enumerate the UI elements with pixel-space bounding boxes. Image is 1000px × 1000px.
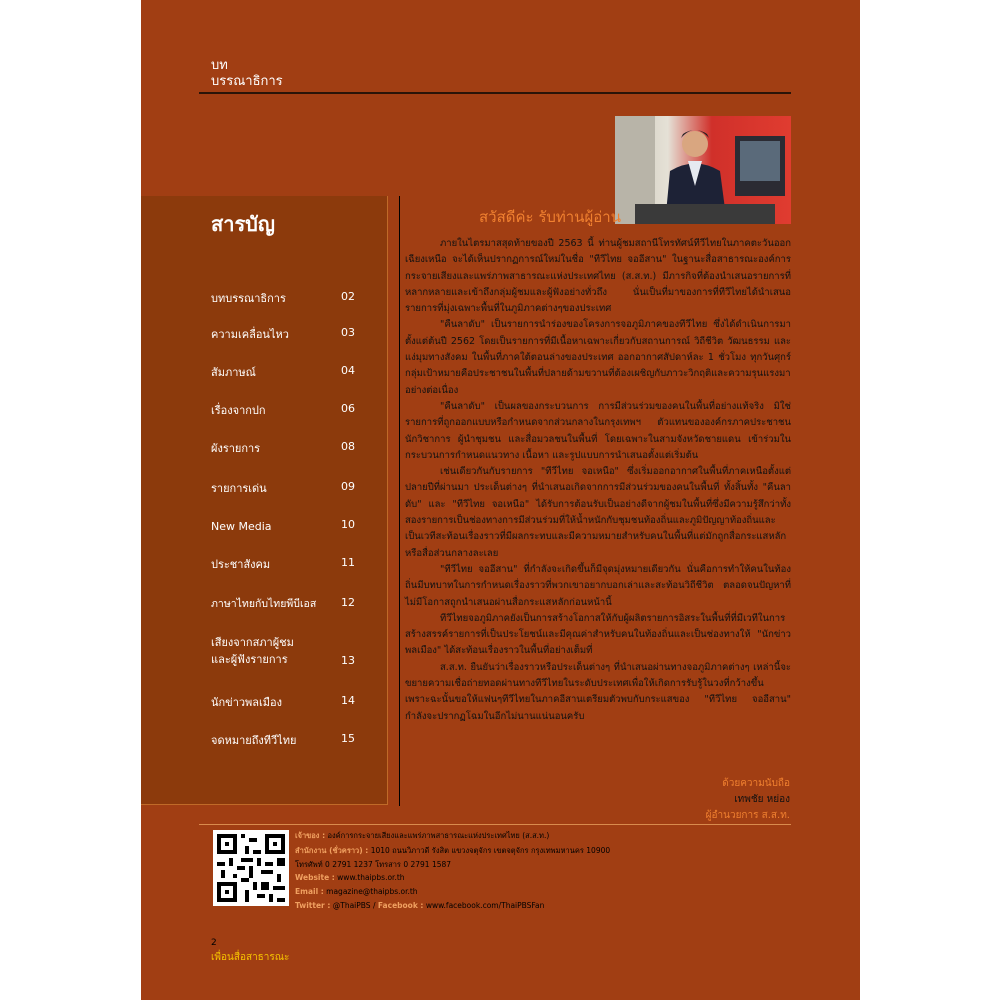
twitter-label: Twitter : bbox=[295, 901, 331, 910]
paragraph: ส.ส.ท. ยืนยันว่าเรื่องราวหรือประเด็นต่างๆ ที่นำเสนอผ่านทางจอภูมิภาคต่างๆ เหล่านี้จะขยายความเชื่อถ่ายทอดผ่านทางทีวีไทยในระดับประเทศเพื่อให้เกิดการรับรู้ในวงที่กว้างขึ้น เพราะฉะนั้นขอให้แฟนๆทีวีไทยในภาคอีสานเตรียมตัวพบกับกระแสของ "ทีวีไทย จออีสาน" กำลังจะปรากฏโฉมในอีกไม่นานแน่นอนครับ bbox=[405, 661, 791, 722]
paragraph: ทีวีไทยจอภูมิภาคยังเป็นการสร้างโอกาสให้กับผู้ผลิตรายการอิสระในพื้นที่ที่มีเวทีในการสร้างสรรค์รายการที่เป็นประโยชน์และมีคุณค่าสำหรับคนในท้องถิ่นและเป็นช่องทางให้ "นักข่าวพลเมือง" ได้สะท้อนเรื่องราวในพื้นที่อย่างเต็มที่ bbox=[405, 612, 791, 657]
website-link[interactable]: www.thaipbs.or.th bbox=[337, 873, 405, 882]
footer-email[interactable] bbox=[295, 887, 418, 896]
owner-label: เจ้าของ : bbox=[295, 831, 326, 840]
paragraph: "ทีวีไทย จออีสาน" ที่กำลังจะเกิดขึ้นก็มีจุดมุ่งหมายเดียวกัน นั่นคือการทำให้คนในท้องถิ่นมีบทบาทในการกำหนดเรื่องราวที่พวกเขาอยากบอกเล่าและสะท้อนวิถีชีวิต ตลอดจนปัญหาที่ไม่มีโอกาสถูกนำเสนอผ่านสื่อกระแสหลักก่อนหน้านี้ bbox=[405, 563, 791, 608]
table-of-contents bbox=[141, 196, 388, 805]
toc-item-page: 06 bbox=[341, 402, 355, 415]
toc-item-page: 11 bbox=[341, 556, 355, 569]
toc-item-page: 03 bbox=[341, 326, 355, 339]
twitter-link[interactable]: @ThaiPBS bbox=[332, 901, 371, 910]
qr-code-icon bbox=[213, 830, 289, 906]
separator: / bbox=[372, 901, 376, 910]
facebook-label: Facebook : bbox=[377, 901, 424, 910]
magazine-page bbox=[141, 0, 860, 1000]
toc-item-label: เสียงจากสภาผู้ชม และผู้ฟังรายการ bbox=[211, 636, 294, 666]
toc-item-label: บทบรรณาธิการ bbox=[211, 292, 286, 305]
magazine-name: เพื่อนสื่อสาธารณะ bbox=[211, 952, 290, 963]
header-line-1: บท bbox=[211, 58, 228, 73]
toc-item-label: ประชาสังคม bbox=[211, 558, 271, 571]
toc-item-label: ความเคลื่อนไหว bbox=[211, 328, 289, 341]
signer-title: ผู้อำนวยการ ส.ส.ท. bbox=[705, 810, 790, 821]
facebook-link[interactable]: www.facebook.com/ThaiPBSFan bbox=[425, 901, 545, 910]
editorial-body bbox=[405, 236, 791, 725]
paragraph: เช่นเดียวกันกับรายการ "ทีวีไทย จอเหนือ" ซึ่งเริ่มออกอากาศในพื้นที่ภาคเหนือตั้งแต่ปลายปีที่ผ่านมา ประเด็นต่างๆ ที่นำเสนอเกิดจากการมีส่วนร่วมของคนในพื้นที่ ทั้งสิ้นทั้ง "คืนลาดับ" และ "ทีวีไทย จอเหนือ" ได้รับการต้อนรับเป็นอย่างดีจากผู้ชมในพื้นที่ซึ่งมีความรู้สึกว่าทั้งสองรายการเป็นช่องทางการมีส่วนร่วมที่ให้น้ำหนักกับชุมชนท้องถิ่นและภูมิปัญญาท้องถิ่นและเป็นเวทีสะท้อนเรื่องราวที่มีผลกระทบและมีความหมายสำหรับคนในพื้นที่แต่มักถูกสื่อกระแสหลักหรือสื่อส่วนกลางละเลย bbox=[405, 466, 791, 559]
page-number: 2 bbox=[211, 938, 217, 948]
toc-item-page: 04 bbox=[341, 364, 355, 377]
footer-website[interactable] bbox=[295, 873, 405, 882]
toc-item-page: 08 bbox=[341, 440, 355, 453]
header-rule bbox=[199, 92, 791, 94]
toc-item-page: 15 bbox=[341, 732, 355, 745]
toc-item-label: สัมภาษณ์ bbox=[211, 366, 256, 379]
paragraph: "คืนลาดับ" เป็นผลของกระบวนการ การมีส่วนร่วมของคนในพื้นที่อย่างแท้จริง มิใช่รายการที่ถูกออกแบบหรือกำหนดจากส่วนกลางในกรุงเทพฯ ตัวแทนขององค์กรภาคประชาชน นักวิชาการ ผู้นำชุมชน และสื่อมวลชนในพื้นที่ โดยเฉพาะในสามจังหวัดชายแดน เข้าร่วมในกระบวนการกำหนดแนวทาง เนื้อหา และรูปแบบการนำเสนอตั้งแต่เริ่มต้น bbox=[405, 400, 791, 461]
footer-rule bbox=[199, 824, 791, 825]
header-line-2: บรรณาธิการ bbox=[211, 74, 283, 89]
toc-item-label: จดหมายถึงทีวีไทย bbox=[211, 734, 297, 747]
office-value: 1010 ถนนวิภาวดี รังสิต แขวงจตุจักร เขตจตุจักร กรุงเทพมหานคร 10900 bbox=[370, 846, 611, 855]
owner-value: องค์การกระจายเสียงและแพร่ภาพสาธารณะแห่งประเทศไทย (ส.ส.ท.) bbox=[327, 831, 550, 840]
signer-name: เทพชัย หย่อง bbox=[734, 794, 790, 805]
toc-item-label: ผังรายการ bbox=[211, 442, 261, 455]
footer-phone: โทรศัพท์ 0 2791 1237 โทรสาร 0 2791 1587 bbox=[295, 860, 452, 869]
footer-office bbox=[295, 845, 610, 857]
toc-item-label: นักข่าวพลเมือง bbox=[211, 696, 283, 709]
email-link[interactable]: magazine@thaipbs.or.th bbox=[326, 887, 418, 896]
toc-item-label: ภาษาไทยกับไทยพีบีเอส bbox=[211, 598, 317, 610]
toc-item-label: รายการเด่น bbox=[211, 482, 267, 495]
toc-item-page: 13 bbox=[341, 654, 355, 667]
toc-item-page: 02 bbox=[341, 290, 355, 303]
greeting: สวัสดีค่ะ รับท่านผู้อ่าน bbox=[479, 208, 621, 226]
toc-item-page: 14 bbox=[341, 694, 355, 707]
paragraph: "คืนลาดับ" เป็นรายการนำร่องของโครงการจอภูมิภาคของทีวีไทย ซึ่งได้ดำเนินการมาตั้งแต่ต้นปี 2562 โดยเป็นรายการที่มีเนื้อหาเฉพาะเกี่ยวกับสถานการณ์ วิถีชีวิต วัฒนธรรม และแง่มุมทางสังคม ในพื้นที่ภาคใต้ตอนล่างของประเทศ ออกอากาศสัปดาห์ละ 1 ชั่วโมง ทุกวันศุกร์ กลุ่มเป้าหมายคือประชาชนในพื้นที่ปลายด้ามขวานที่ต้องเผชิญกับภาวะวิกฤติและความรุนแรงมาอย่างต่อเนื่อง bbox=[405, 319, 791, 396]
editor-portrait-photo bbox=[615, 116, 791, 224]
toc-item-label: เรื่องจากปก bbox=[211, 404, 266, 417]
email-label: Email : bbox=[295, 887, 324, 896]
toc-item-page: 10 bbox=[341, 518, 355, 531]
paragraph: ภายในไตรมาสสุดท้ายของปี 2563 นี้ ท่านผู้ชมสถานีโทรทัศน์ทีวีไทยในภาคตะวันออกเฉียงเหนือ จะได้เห็นปรากฏการณ์ใหม่ในชื่อ "ทีวีไทย จออีสาน" ในฐานะสื่อสาธารณะองค์การกระจายเสียงและแพร่ภาพสาธารณะแห่งประเทศไทย (ส.ส.ท.) มีภารกิจที่ต้องนำเสนอรายการที่หลากหลายและเข้าถึงกลุ่มผู้ชมและผู้ฟังอย่างทั่วถึง นั่นเป็นที่มาของการที่ทีวีไทยได้นำเสนอรายการที่มุ่งเฉพาะพื้นที่ในภูมิภาคต่างๆของประเทศ bbox=[405, 238, 791, 315]
column-divider bbox=[399, 196, 400, 806]
toc-item-page: 12 bbox=[341, 596, 355, 609]
footer-social bbox=[295, 901, 544, 910]
footer-owner bbox=[295, 830, 549, 842]
toc-title: สารบัญ bbox=[211, 212, 275, 236]
toc-item-page: 09 bbox=[341, 480, 355, 493]
website-label: Website : bbox=[295, 873, 335, 882]
closing: ด้วยความนับถือ bbox=[722, 778, 790, 789]
office-label: สำนักงาน (ชั่วคราว) : bbox=[295, 846, 369, 855]
toc-item-label: New Media bbox=[211, 520, 272, 533]
